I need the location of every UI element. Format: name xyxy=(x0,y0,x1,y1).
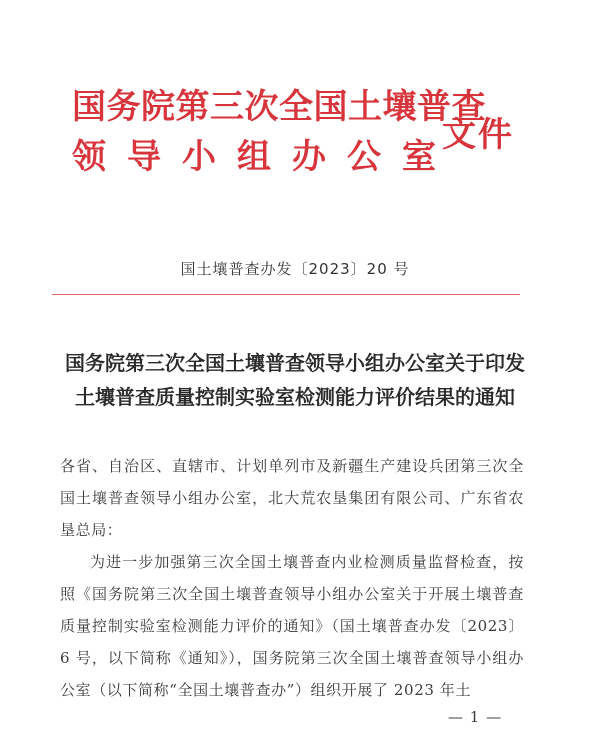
red-divider-line xyxy=(52,294,520,295)
document-number: 国土壤普查办发〔2023〕20 号 xyxy=(180,260,410,278)
issuer-name-line2: 领导小组办公室 xyxy=(72,137,457,177)
title-line-2: 土壤普查质量控制实验室检测能力评价结果的通知 xyxy=(75,385,515,409)
title-line-1: 国务院第三次全国土壤普查领导小组办公室关于印发 xyxy=(65,351,525,375)
body-paragraph: 为进一步加强第三次全国土壤普查内业检测质量监督检查，按照《国务院第三次全国土壤普查领导小组办公室关于开展土壤普查质量控制实验室检测能力评价的通知》（国土壤普查办发〔2023〕6 号，以下简称《通知》），国务院第三次全国土壤普查领导小组办公室（以下简称“全国土壤普查办”）组织开展了 2023 年土 xyxy=(60,553,524,699)
issuer-letterhead xyxy=(72,84,486,180)
document-title xyxy=(40,346,550,414)
document-type-label: 文件 xyxy=(442,115,514,155)
page-number: — 1 — xyxy=(448,708,503,726)
document-body xyxy=(60,450,524,706)
recipients-paragraph: 各省、自治区、直辖市、计划单列市及新疆生产建设兵团第三次全国土壤普查领导小组办公室，北大荒农垦集团有限公司、广东省农垦总局： xyxy=(60,457,524,539)
issuer-name-line1: 国务院第三次全国土壤普查 xyxy=(72,87,486,127)
